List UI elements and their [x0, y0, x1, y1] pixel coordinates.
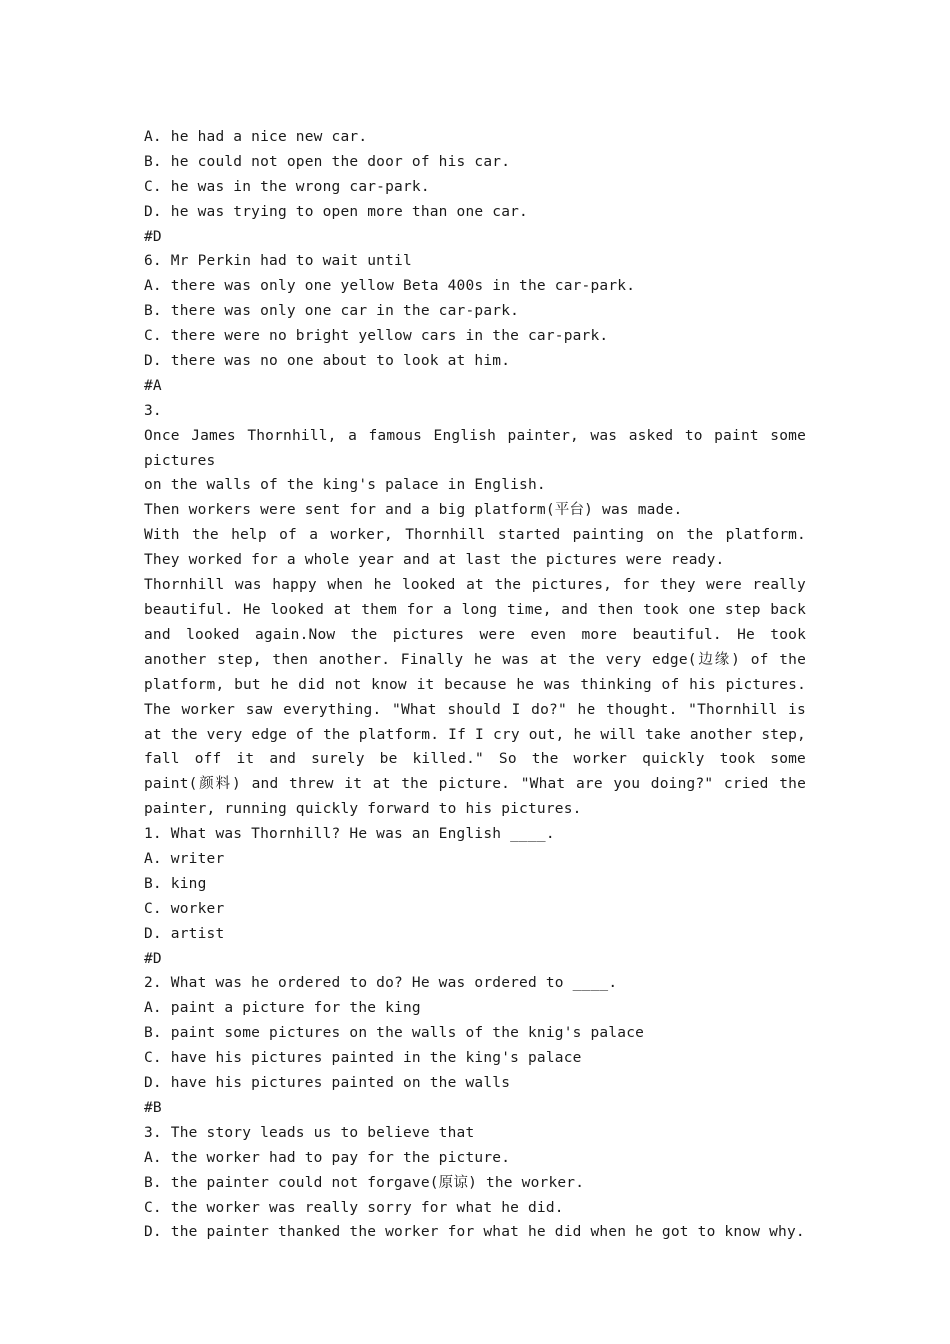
option-b: B. there was only one car in the car-park. — [144, 303, 520, 320]
option-a: A. he had a nice new car. — [144, 129, 368, 145]
option-c: C. have his pictures painted in the king's palace — [144, 1050, 582, 1067]
option-d: D. artist — [144, 925, 225, 942]
passage-paragraph-2: With the help of a worker, Thornhill started painting on the platform. They worked for a whole year and at last the pictures were ready. — [144, 527, 806, 569]
question-text: 6. Mr Perkin had to wait until — [144, 253, 412, 270]
passage-line-3: on the walls of the king's palace in English. — [144, 477, 546, 494]
option-b: B. he could not open the door of his car. — [144, 153, 511, 170]
option-c: C. he was in the wrong car-park. — [144, 178, 430, 195]
question-block-6 — [144, 249, 806, 398]
option-b: B. the painter could not forgave(原谅) the worker. — [144, 1174, 585, 1191]
option-d: D. there was no one about to look at him. — [144, 353, 511, 370]
question-text: 3. The story leads us to believe that — [144, 1124, 475, 1141]
option-a: A. there was only one yellow Beta 400s in the car-park. — [144, 278, 636, 295]
reading-passage-3 — [144, 399, 806, 822]
answer-key: #B — [144, 1099, 162, 1116]
passage-number: 3. — [144, 402, 162, 419]
question-block-5 — [144, 125, 806, 249]
option-c: C. the worker was really sorry for what he did. — [144, 1199, 564, 1216]
option-b: B. paint some pictures on the walls of the knig's palace — [144, 1025, 645, 1042]
option-d: D. he was trying to open more than one car. — [144, 203, 528, 220]
passage-line-4: Then workers were sent for and a big platform(平台) was made. — [144, 502, 683, 519]
answer-key: #D — [144, 950, 162, 967]
option-d: D. have his pictures painted on the walls — [144, 1075, 511, 1092]
comprehension-question-3 — [144, 1121, 806, 1245]
document-page — [144, 125, 806, 1245]
option-b: B. king — [144, 875, 207, 892]
passage-line-1: Once James Thornhill, a famous English painter, was asked to paint some — [144, 427, 806, 444]
option-d: D. the painter thanked the worker for what he did when he got to know why. — [144, 1224, 805, 1241]
comprehension-question-2 — [144, 971, 806, 1120]
answer-key: #A — [144, 377, 162, 394]
passage-line-2: pictures — [144, 452, 216, 469]
option-a: A. paint a picture for the king — [144, 1000, 421, 1017]
option-c: C. there were no bright yellow cars in the car-park. — [144, 328, 609, 345]
option-a: A. the worker had to pay for the picture. — [144, 1149, 511, 1166]
question-text: 1. What was Thornhill? He was an English ____. — [144, 826, 555, 843]
option-a: A. writer — [144, 851, 225, 868]
answer-key: #D — [144, 228, 162, 245]
passage-paragraph-3: Thornhill was happy when he looked at the pictures, for they were really beautiful. He looked at them for a long time, and then took one step back and looked again.Now the pictures were even more beautiful. He took another step, then another. Finally he was at the very edge(边缘) of the platform, but he did not know it because he was thinking of his pictures. The worker saw everything. "What should I do?" he thought. "Thornhill is at the very edge of the platform. If I cry out, he will take another step, fall off it and surely be killed." So the worker quickly took some paint(颜料) and threw it at the picture. "What are you doing?" cried the painter, running quickly forward to his pictures. — [144, 577, 806, 818]
option-c: C. worker — [144, 900, 225, 917]
question-text: 2. What was he ordered to do? He was ordered to ____. — [144, 975, 618, 992]
comprehension-question-1 — [144, 822, 806, 971]
